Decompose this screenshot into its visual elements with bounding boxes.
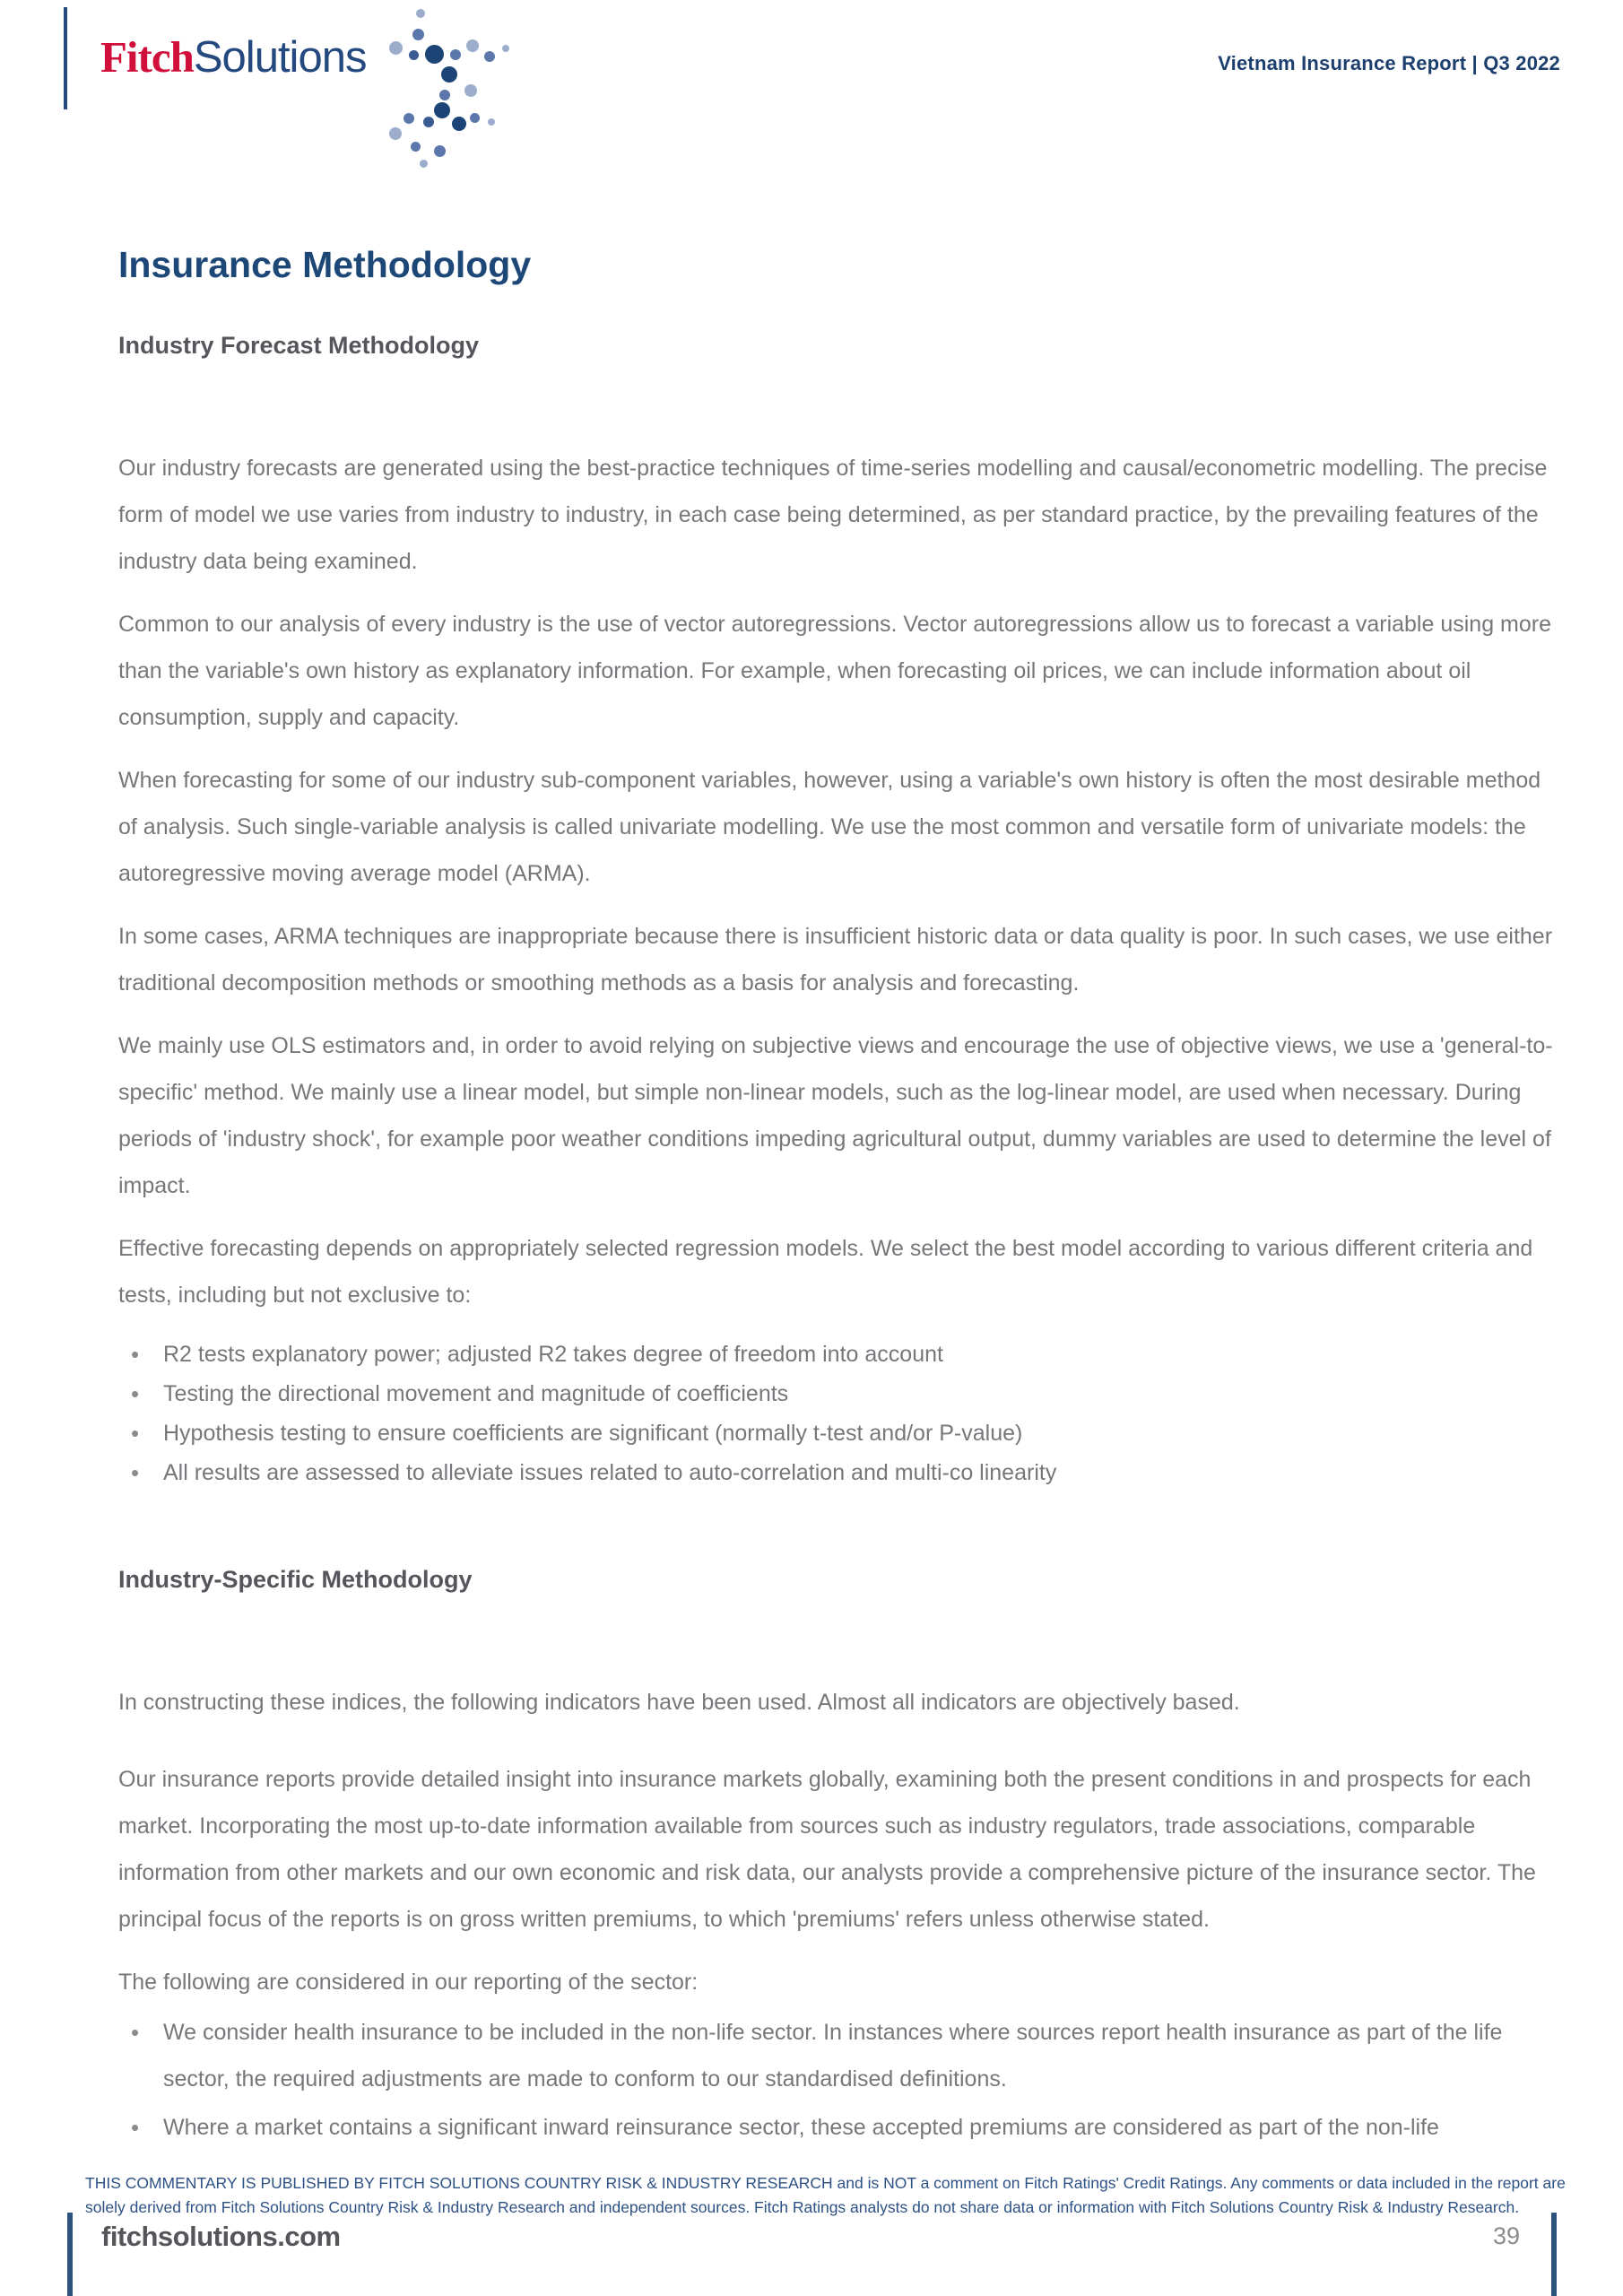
- paragraph: The following are considered in our reporting of the sector:: [118, 1970, 699, 1995]
- paragraph: When forecasting for some of our industry sub-component variables, however, using a variable's own history is often the most desirable method of analysis. Such single-variable analysis is called univariate modelling. We use the most common and versatile form of univariate models: the autoregressive moving average model (ARMA).: [118, 768, 1541, 886]
- paragraph: In some cases, ARMA techniques are inappropriate because there is insufficient historic data or data quality is poor. In such cases, we use either traditional decomposition methods or smoothing methods as a basis for analysis and forecasting.: [118, 924, 1553, 996]
- page-title: Insurance Methodology: [118, 244, 532, 285]
- report-title: Vietnam Insurance Report | Q3 2022: [1218, 52, 1560, 74]
- paragraph: Our industry forecasts are generated using the best-practice techniques of time-series modelling and causal/econometric modelling. The precise form of model we use varies from industry to industry, in each case being determined, as per standard practice, by the prevailing features of the industry data being examined.: [118, 456, 1548, 574]
- list-item: • Hypothesis testing to ensure coefficients are significant (normally t-test and/or P-value): [163, 1413, 1564, 1453]
- logo-solutions-text: Solutions: [193, 33, 367, 82]
- sector-bullet-list: [118, 2009, 1564, 2151]
- disclaimer-text: THIS COMMENTARY IS PUBLISHED BY FITCH SOLUTIONS COUNTRY RISK & INDUSTRY RESEARCH and is NOT a comment on Fitch Ratings' Credit Ratings. Any comments or data included in the report are solely derived from Fitch Solutions Country Risk & Industry Research and independent sources. Fitch Ratings analysts do not share data or information with Fitch Solutions Country Risk & Industry Research.: [85, 2174, 1566, 2216]
- page-number: 39: [1492, 2222, 1520, 2249]
- document-body: [118, 242, 1564, 2152]
- list-item: • We consider health insurance to be included in the non-life sector. In instances where sources report health insurance as part of the life sector, the required adjustments are made to conform to our standardised definitions.: [163, 2009, 1564, 2102]
- list-item: • Where a market contains a significant inward reinsurance sector, these accepted premiums are considered as part of the non-life: [163, 2104, 1564, 2151]
- section-heading-industry-forecast: Industry Forecast Methodology: [118, 332, 480, 359]
- paragraph: Common to our analysis of every industry is the use of vector autoregressions. Vector autoregressions allow us to forecast a variable using more than the variable's own history as explanatory information. For example, when forecasting oil prices, we can include information about oil consumption, supply and capacity.: [118, 612, 1551, 730]
- paragraph: Our insurance reports provide detailed insight into insurance markets globally, examining both the present conditions in and prospects for each market. Incorporating the most up-to-date information available from sources such as industry regulators, trade associations, comparable information from other markets and our own economic and risk data, our analysts provide a comprehensive picture of the insurance sector. The principal focus of the reports is on gross written premiums, to which 'premiums' refers unless otherwise stated.: [118, 1767, 1536, 1932]
- section-heading-industry-specific: Industry-Specific Methodology: [118, 1566, 473, 1593]
- logo-fitch-text: Fitch: [100, 32, 194, 82]
- list-item: • R2 tests explanatory power; adjusted R2 takes degree of freedom into account: [163, 1335, 1564, 1374]
- logo-accent-rule: [64, 7, 67, 109]
- footer-website: fitchsolutions.com: [101, 2221, 341, 2252]
- list-item: • Testing the directional movement and magnitude of coefficients: [163, 1374, 1564, 1413]
- paragraph: In constructing these indices, the following indicators have been used. Almost all indicators are objectively based.: [118, 1690, 1240, 1715]
- list-item: • All results are assessed to alleviate issues related to auto-correlation and multi-co linearity: [163, 1453, 1564, 1492]
- paragraph: Effective forecasting depends on appropriately selected regression models. We select the best model according to various different criteria and tests, including but not exclusive to:: [118, 1236, 1533, 1308]
- logo-starburst-icon: [384, 2, 509, 168]
- footer-right-rule: [1551, 2213, 1557, 2296]
- criteria-bullet-list: [118, 1335, 1564, 1492]
- fitch-solutions-logo: [100, 30, 366, 84]
- paragraph: We mainly use OLS estimators and, in order to avoid relying on subjective views and encourage the use of objective views, we use a 'general-to-specific' method. We mainly use a linear model, but simple non-linear models, such as the log-linear model, are used when necessary. During periods of 'industry shock', for example poor weather conditions impeding agricultural output, dummy variables are used to determine the level of impact.: [118, 1033, 1553, 1198]
- footer-left-rule: [67, 2213, 73, 2296]
